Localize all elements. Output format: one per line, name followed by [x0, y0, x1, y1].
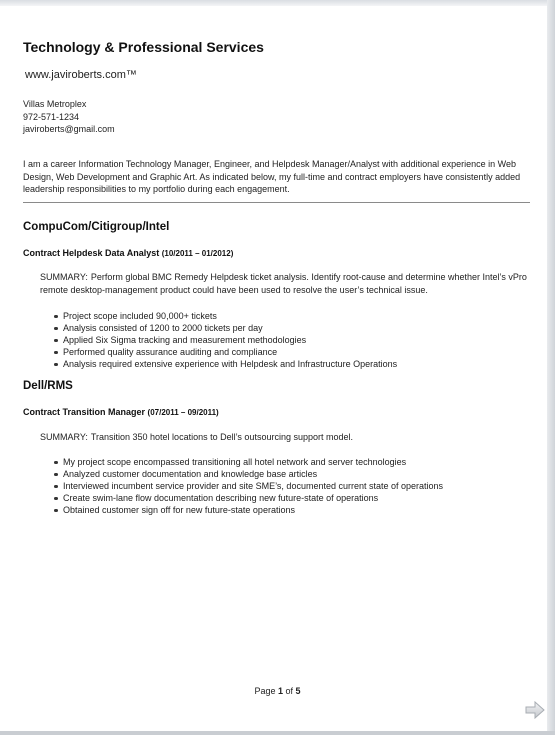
job-role-dates: (10/2011 – 01/2012): [161, 249, 234, 258]
next-page-button[interactable]: [525, 701, 545, 719]
viewer-bottom-edge: [0, 731, 555, 735]
summary-label: SUMMARY:: [40, 272, 88, 282]
summary-label: SUMMARY:: [40, 432, 88, 442]
job-summary: [40, 431, 532, 444]
company-heading: Dell/RMS: [23, 380, 73, 392]
list-item: Analysis required extensive experience with Helpdesk and Infrastructure Operations: [54, 358, 397, 370]
job-role-dates: (07/2011 – 09/2011): [147, 408, 219, 417]
page-current: 1: [277, 686, 283, 696]
company-heading: CompuCom/Citigroup/Intel: [23, 221, 170, 233]
list-item: Create swim-lane flow documentation describing new future-state of operations: [54, 492, 443, 504]
arrow-right-icon: [525, 701, 545, 719]
job-role: [23, 407, 219, 417]
page-indicator-prefix: Page: [254, 686, 276, 696]
job-bullet-list: [54, 310, 397, 370]
viewer-scrollbar[interactable]: [547, 0, 555, 735]
intro-paragraph: I am a career Information Technology Manager, Engineer, and Helpdesk Manager/Analyst with additional experience in Web Design, Web Development and Graphic Art. As indicated below, my full-time and contract employers have consistently added leadership responsibilities to my portfolio during each engagement.: [23, 159, 521, 194]
contact-phone: 972-571-1234: [23, 111, 80, 122]
list-item: Analyzed customer documentation and knowledge base articles: [54, 468, 443, 480]
page-of: of: [285, 686, 294, 696]
document-title: Technology & Professional Services: [23, 39, 264, 55]
list-item: Performed quality assurance auditing and compliance: [54, 346, 397, 358]
section-divider: [23, 202, 530, 203]
list-item: My project scope encompassed transitioning all hotel network and server technologies: [54, 456, 443, 468]
summary-text: Perform global BMC Remedy Helpdesk ticket analysis. Identify root-cause and determine whether Intel’s vPro remote desktop-management product could have been used to resolve the user’s technical issue.: [40, 272, 527, 295]
summary-text: Transition 350 hotel locations to Dell’s outsourcing support model.: [90, 432, 353, 442]
page-total: 5: [295, 686, 301, 696]
job-role: [23, 248, 233, 258]
contact-block: [23, 98, 115, 136]
job-role-title: Contract Transition Manager: [23, 407, 146, 417]
list-item: Obtained customer sign off for new future-state operations: [54, 504, 443, 516]
list-item: Analysis consisted of 1200 to 2000 tickets per day: [54, 322, 397, 334]
website-link[interactable]: www.javiroberts.com™: [25, 69, 137, 81]
list-item: Project scope included 90,000+ tickets: [54, 310, 397, 322]
page-indicator: [0, 686, 555, 696]
job-role-title: Contract Helpdesk Data Analyst: [23, 248, 160, 258]
contact-location: Villas Metroplex: [23, 99, 87, 109]
list-item: Interviewed incumbent service provider and site SME’s, documented current state of operations: [54, 480, 443, 492]
job-bullet-list: [54, 456, 443, 516]
document-page: [0, 6, 547, 731]
job-summary: [40, 271, 532, 296]
contact-email[interactable]: javiroberts@gmail.com: [23, 124, 115, 134]
list-item: Applied Six Sigma tracking and measurement methodologies: [54, 334, 397, 346]
